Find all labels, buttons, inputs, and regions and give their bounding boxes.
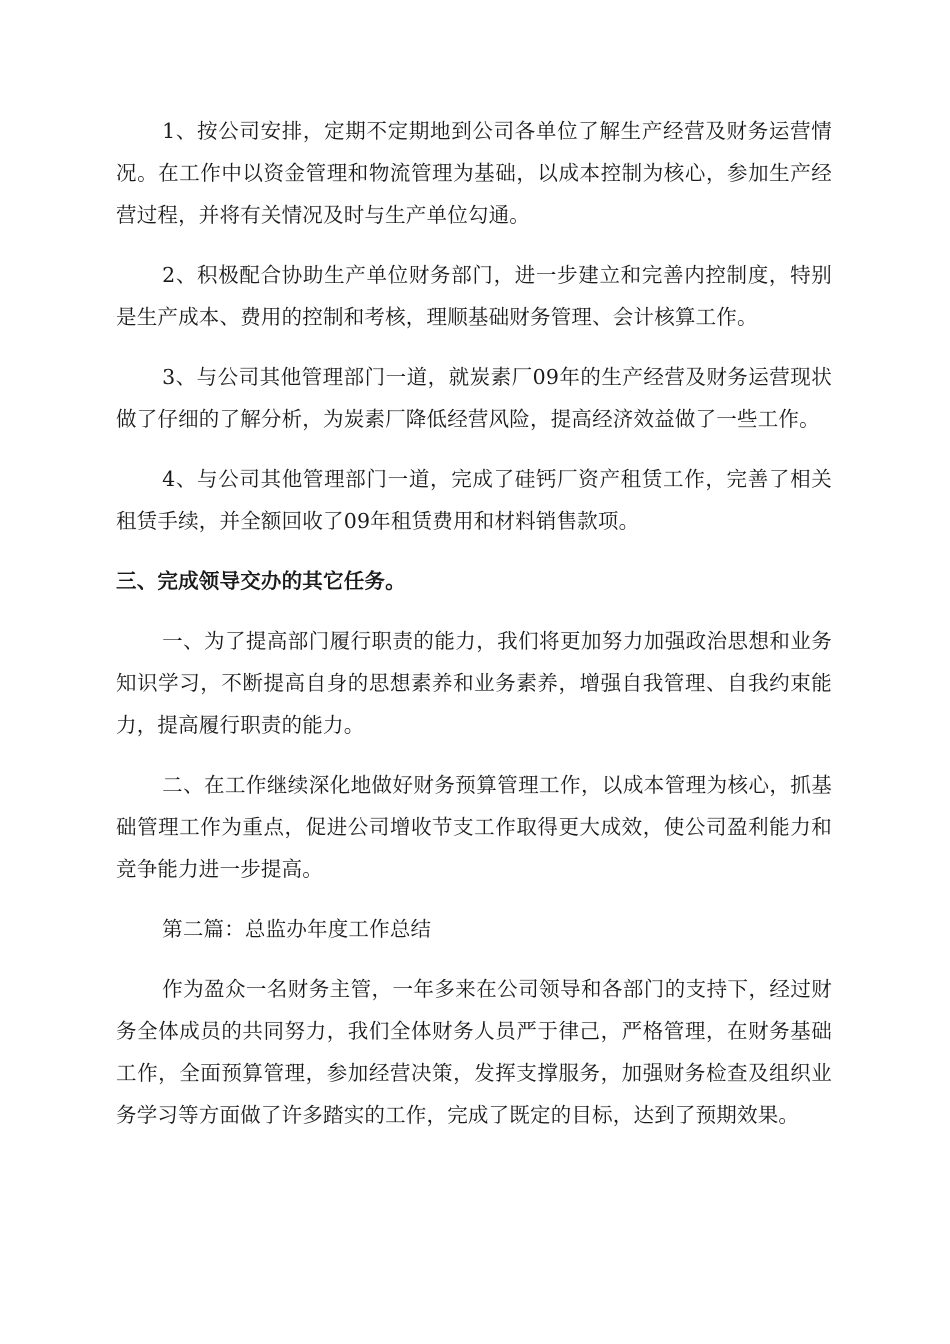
paragraph-item-4: 4、与公司其他管理部门一道，完成了硅钙厂资产租赁工作，完善了相关租赁手续，并全额回收了09年租赁费用和材料销售款项。 bbox=[116, 467, 832, 533]
paragraph-intro: 作为盈众一名财务主管，一年多来在公司领导和各部门的支持下，经过财务全体成员的共同努力，我们全体财务人员严于律己，严格管理，在财务基础工作，全面预算管理，参加经营决策，发挥支撑服务，加强财务检查及组织业务学习等方面做了许多踏实的工作，完成了既定的目标，达到了预期效果。 bbox=[116, 977, 832, 1127]
paragraph-item-1: 1、按公司安排，定期不定期地到公司各单位了解生产经营及财务运营情况。在工作中以资金管理和物流管理为基础，以成本控制为核心，参加生产经营过程，并将有关情况及时与生产单位勾通。 bbox=[116, 119, 832, 227]
paragraph-task-1: 一、为了提高部门履行职责的能力，我们将更加努力加强政治思想和业务知识学习，不断提高自身的思想素养和业务素养，增强自我管理、自我约束能力，提高履行职责的能力。 bbox=[116, 629, 832, 737]
section-heading: 三、完成领导交办的其它任务。 bbox=[116, 569, 406, 593]
article-title: 第二篇：总监办年度工作总结 bbox=[162, 917, 432, 941]
document-body bbox=[116, 110, 832, 1154]
paragraph-item-2: 2、积极配合协助生产单位财务部门，进一步建立和完善内控制度，特别是生产成本、费用的控制和考核，理顺基础财务管理、会计核算工作。 bbox=[116, 263, 832, 329]
paragraph-task-2: 二、在工作继续深化地做好财务预算管理工作，以成本管理为核心，抓基础管理工作为重点，促进公司增收节支工作取得更大成效，使公司盈利能力和竞争能力进一步提高。 bbox=[116, 773, 832, 881]
paragraph-item-3: 3、与公司其他管理部门一道，就炭素厂09年的生产经营及财务运营现状做了仔细的了解分析，为炭素厂降低经营风险，提高经济效益做了一些工作。 bbox=[116, 365, 832, 431]
